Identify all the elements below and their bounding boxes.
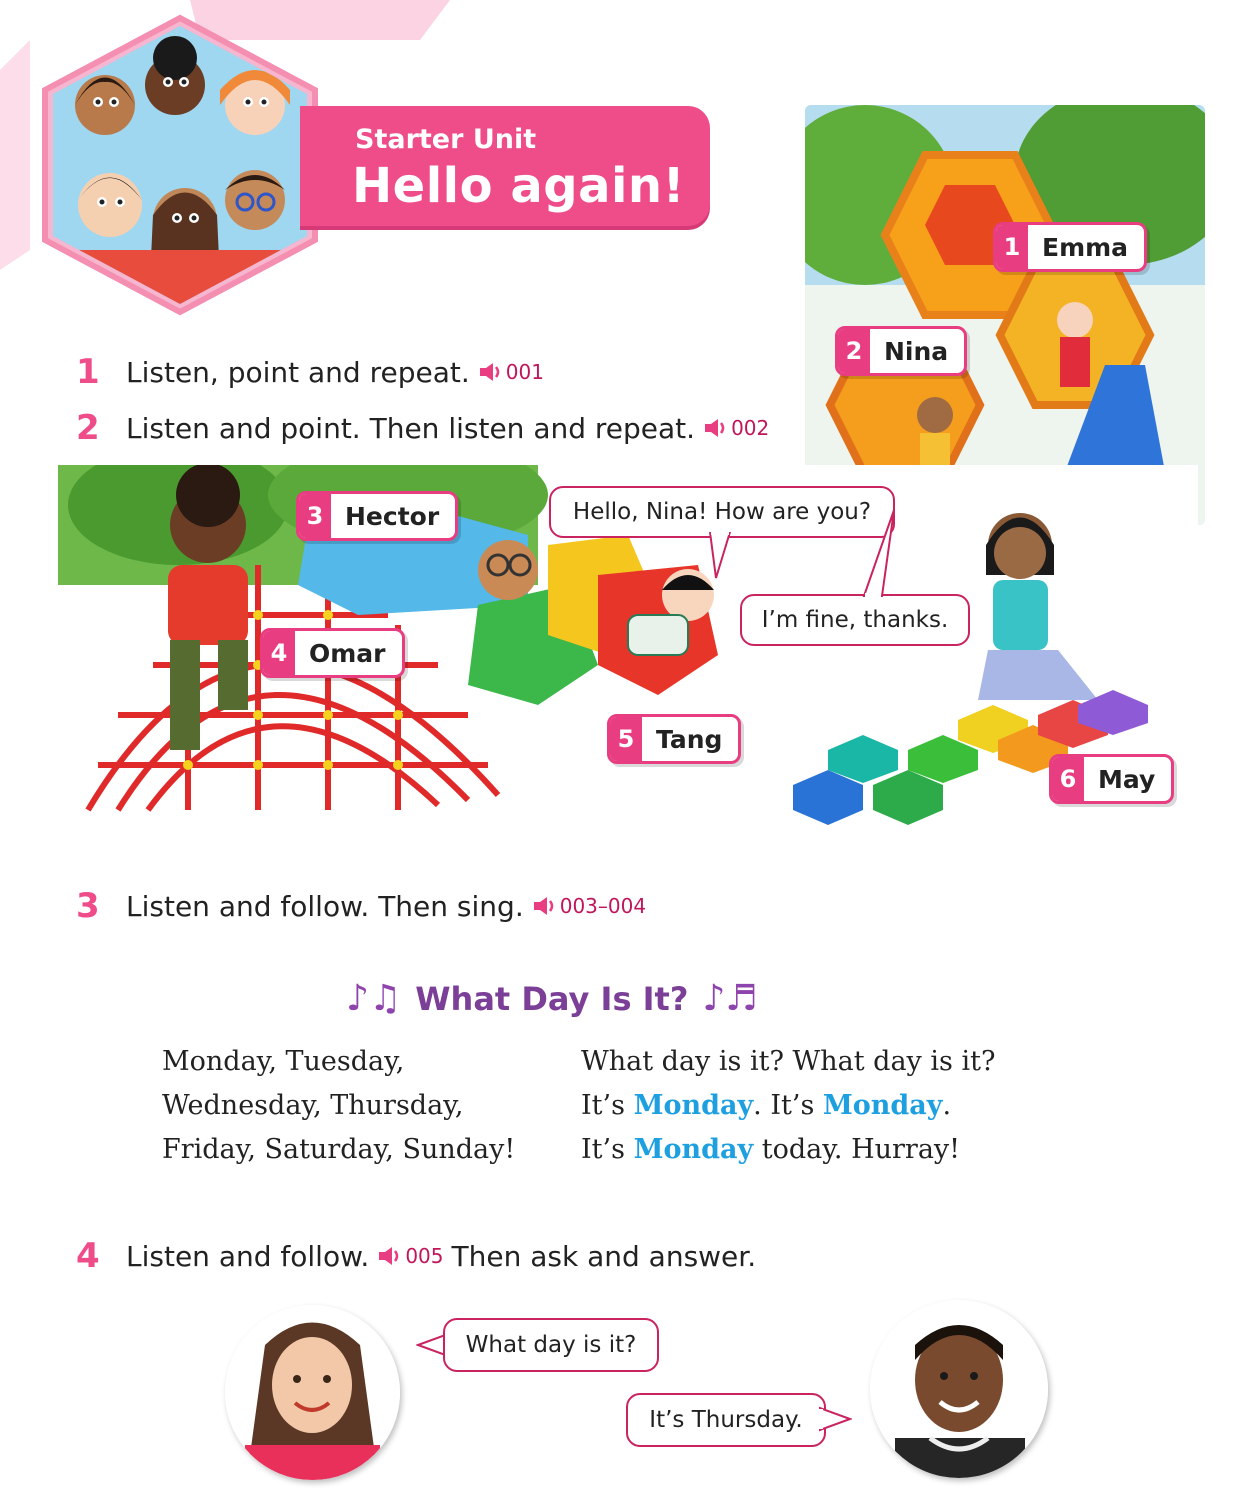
name-tag-label: Tang <box>656 724 723 754</box>
lyric-highlight: Monday <box>822 1090 943 1121</box>
name-tag-number: 6 <box>1052 757 1084 801</box>
instruction-number: 2 <box>76 408 100 448</box>
name-tag-number: 5 <box>610 717 642 761</box>
name-tag-label: Emma <box>1042 232 1129 262</box>
lyric-line: Friday, Saturday, Sunday! <box>162 1134 516 1165</box>
instruction-number: 3 <box>76 886 100 926</box>
song-lyrics-left <box>162 1040 515 1172</box>
audio-track-number: 003–004 <box>559 894 647 918</box>
song-title <box>340 978 764 1019</box>
name-tag-number: 2 <box>838 329 870 373</box>
lyric-word: today. Hurray! <box>761 1134 961 1165</box>
unit-subtitle: Starter Unit <box>355 124 537 155</box>
speech-bubble-hello: Hello, Nina! How are you? <box>549 486 895 538</box>
instruction-text: Listen and follow. <box>126 1239 370 1273</box>
name-tag-label: May <box>1098 764 1156 794</box>
lyric-word: It’s <box>581 1134 625 1165</box>
name-tag-number: 3 <box>299 494 331 538</box>
name-tag-nina <box>835 326 967 376</box>
audio-track-number: 002 <box>731 416 770 440</box>
audio-track-number: 001 <box>505 360 544 384</box>
kids-group-illustration <box>30 10 330 320</box>
playground-top-illustration <box>805 105 1205 525</box>
lyric-line <box>581 1084 995 1128</box>
speaker-icon <box>532 896 558 916</box>
lyric-highlight: Monday <box>633 1090 754 1121</box>
lyric-line: Wednesday, Thursday, <box>162 1090 464 1121</box>
instruction-text-after: Then ask and answer. <box>451 1239 757 1273</box>
lyric-line <box>581 1128 995 1172</box>
instruction-text: Listen and follow. Then sing. <box>126 889 524 923</box>
lyric-word: It’s <box>770 1090 815 1121</box>
speech-bubble-tail <box>700 532 740 582</box>
name-tag-emma <box>993 222 1147 272</box>
audio-track-001[interactable] <box>478 360 544 384</box>
instruction-3 <box>76 886 646 926</box>
audio-track-005[interactable] <box>377 1244 443 1268</box>
instruction-text: Listen, point and repeat. <box>126 355 470 389</box>
speech-bubble-tail <box>818 1404 852 1434</box>
boy-portrait <box>870 1300 1048 1478</box>
speech-bubble-tail <box>860 508 900 598</box>
song-lyrics-right <box>581 1040 995 1172</box>
instruction-number: 1 <box>76 352 100 392</box>
audio-track-002[interactable] <box>703 416 769 440</box>
instruction-text: Listen and point. Then listen and repeat. <box>126 411 696 445</box>
lyric-word: . <box>942 1090 952 1121</box>
girl-photo <box>225 1305 400 1480</box>
name-tag-omar <box>260 628 405 678</box>
name-tag-number: 4 <box>263 631 295 675</box>
instruction-1 <box>76 352 544 392</box>
girl-portrait <box>225 1305 400 1480</box>
speaker-icon <box>703 418 729 438</box>
speaker-icon <box>478 362 504 382</box>
playground-scene-top <box>805 105 1205 525</box>
lyric-line: What day is it? What day is it? <box>581 1046 996 1077</box>
name-tag-may <box>1049 754 1174 804</box>
instruction-4 <box>76 1236 756 1276</box>
name-tag-label: Omar <box>309 638 386 668</box>
name-tag-label: Nina <box>884 336 949 366</box>
lyric-word: It’s <box>581 1090 625 1121</box>
speaker-icon <box>377 1246 403 1266</box>
speech-bubble-fine: I’m fine, thanks. <box>740 594 970 646</box>
question-bubble: What day is it? <box>443 1318 659 1372</box>
instruction-number: 4 <box>76 1236 100 1276</box>
song-title-text: What Day Is It? <box>415 979 689 1018</box>
unit-title: Hello again! <box>352 158 685 214</box>
lyric-highlight: Monday <box>633 1134 754 1165</box>
audio-track-003-004[interactable] <box>532 894 646 918</box>
lyric-line: Monday, Tuesday, <box>162 1046 405 1077</box>
music-note-icon: ♪♬ <box>702 978 758 1019</box>
instruction-2 <box>76 408 769 448</box>
lyric-word: . <box>753 1090 762 1121</box>
name-tag-tang <box>607 714 741 764</box>
unit-banner <box>300 106 710 226</box>
name-tag-number: 1 <box>996 225 1028 269</box>
name-tag-label: Hector <box>345 501 440 531</box>
name-tag-hector <box>296 491 458 541</box>
audio-track-number: 005 <box>405 1244 444 1268</box>
music-note-icon: ♪♫ <box>346 978 402 1019</box>
answer-bubble: It’s Thursday. <box>626 1393 826 1447</box>
boy-photo <box>870 1300 1048 1478</box>
